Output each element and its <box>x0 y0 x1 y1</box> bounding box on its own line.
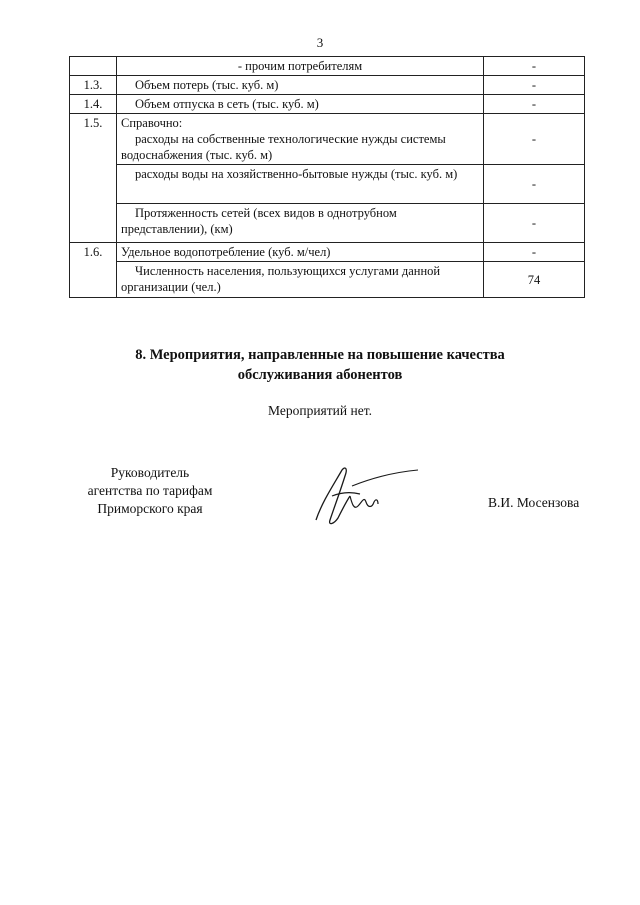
table-row <box>70 76 585 95</box>
table-row <box>70 165 585 204</box>
row-number: 1.6. <box>70 243 117 262</box>
row-text: Объем отпуска в сеть (тыс. куб. м) <box>117 95 484 114</box>
row-text: Объем потерь (тыс. куб. м) <box>117 76 484 95</box>
row-text: Протяженность сетей (всех видов в однотрубном представлении), (км) <box>117 204 484 243</box>
signatory-name: В.И. Мосензова <box>488 495 580 510</box>
row-value: - <box>484 204 585 243</box>
row-value: - <box>484 76 585 95</box>
row-value: - <box>484 57 585 76</box>
table-row <box>70 262 585 298</box>
section-body: Мероприятий нет. <box>268 403 372 418</box>
signatory-position <box>62 464 238 518</box>
row-number: 1.3. <box>70 76 117 95</box>
table-row <box>70 57 585 76</box>
page-number: 3 <box>316 35 324 50</box>
position-line: агентства по тарифам <box>87 483 213 498</box>
row-number: 1.4. <box>70 95 117 114</box>
table-row <box>70 95 585 114</box>
row-text: расходы на собственные технологические нужды системы водоснабжения (тыс. куб. м) <box>121 132 446 162</box>
row-number <box>70 57 117 76</box>
row-number <box>70 262 117 298</box>
section-title-line: обслуживания абонентов <box>237 367 403 383</box>
table-row <box>70 114 585 165</box>
row-text-heading: Справочно: <box>121 116 183 130</box>
row-text: Удельное водопотребление (куб. м/чел) <box>117 243 484 262</box>
position-line: Приморского края <box>97 501 203 516</box>
row-number <box>70 204 117 243</box>
row-text: Численность населения, пользующихся услугами данной организации (чел.) <box>117 262 484 298</box>
row-text-cell <box>117 114 484 165</box>
row-number: 1.5. <box>70 114 117 165</box>
table-row <box>70 204 585 243</box>
row-text: - прочим потребителям <box>117 57 484 76</box>
row-value: - <box>484 165 585 204</box>
row-value: - <box>484 243 585 262</box>
section-title-line: 8. Мероприятия, направленные на повышение качества <box>135 347 505 363</box>
row-number <box>70 165 117 204</box>
position-line: Руководитель <box>110 465 190 480</box>
row-value: - <box>484 95 585 114</box>
row-value: 74 <box>484 262 585 298</box>
section-title <box>0 345 640 385</box>
table-row <box>70 243 585 262</box>
indicators-table <box>69 56 585 298</box>
row-value: - <box>484 114 585 165</box>
row-text: расходы воды на хозяйственно-бытовые нужды (тыс. куб. м) <box>117 165 484 204</box>
handwritten-signature <box>312 462 422 528</box>
